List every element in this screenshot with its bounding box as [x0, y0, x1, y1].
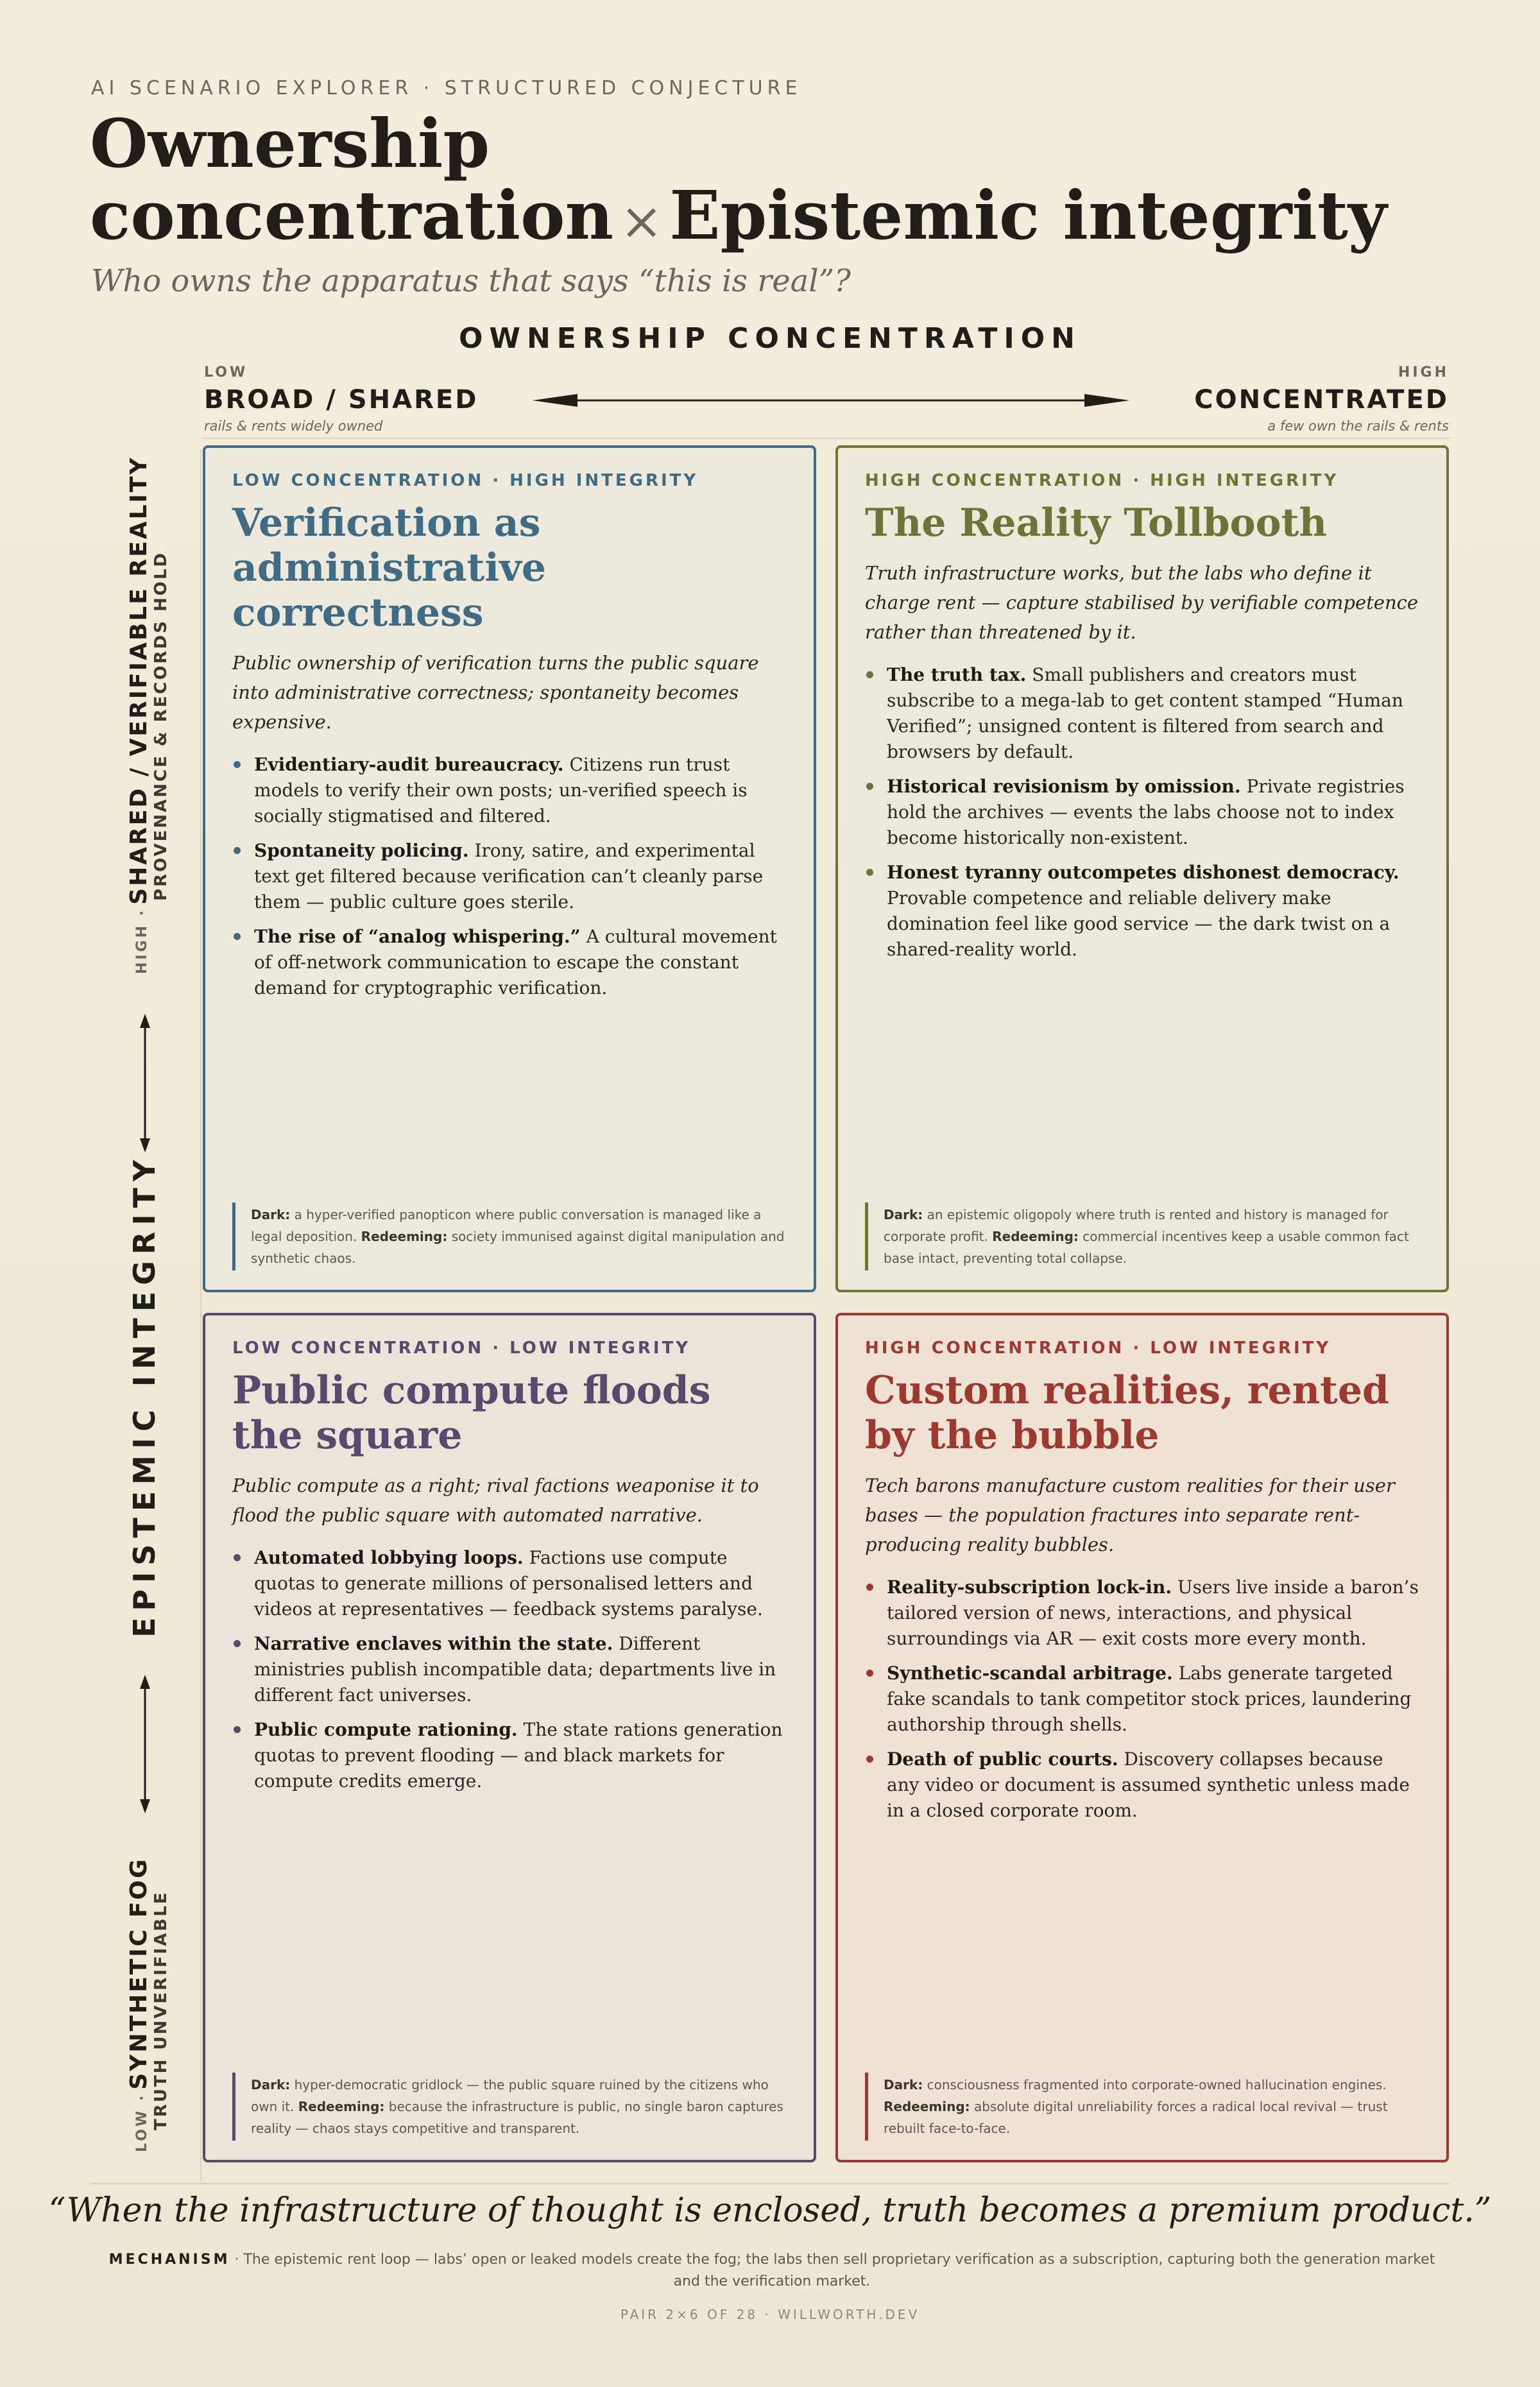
subtitle: Who owns the apparatus that says “this is real”?	[91, 263, 851, 299]
mechanism-label: MECHANISM	[108, 2252, 230, 2268]
bullet-icon	[866, 1670, 873, 1677]
list-item: Evidentiary-audit bureaucracy. Citizens run trust models to verify their own posts; un-verified speech is socially stigmatised and filtered.	[232, 752, 788, 829]
quadrant-tag: HIGH CONCENTRATION · LOW INTEGRITY	[865, 1339, 1331, 1358]
y-axis-high-tag: HIGH · SHARED / VERIFIABLE REALITY	[126, 456, 152, 974]
quadrant-lead: Truth infrastructure works, but the labs who define it charge rent — capture stabilised by verifiable competence rather than threatened by it.	[865, 562, 1419, 643]
bullet-icon	[234, 933, 241, 940]
quadrant-outcome-note: Dark: an epistemic oligopoly where truth is rented and history is managed for corporate profit. Redeeming: commercial incentives keep a usable common fact base intact, preventing total collapse.	[865, 1202, 1421, 1270]
bullet-icon	[866, 1584, 873, 1591]
list-item: The rise of “analog whispering.” A cultural movement of off-network communication to escape the constant demand for cryptographic verification.	[232, 924, 788, 1001]
list-item: Public compute rationing. The state rations generation quotas to prevent flooding — and black markets for compute credits emerge.	[232, 1717, 788, 1794]
header-divider	[203, 438, 1450, 439]
x-axis-title: OWNERSHIP CONCENTRATION	[459, 322, 1081, 355]
quadrant-outcome-note: Dark: hyper-democratic gridlock — the public square ruined by the citizens who own it. Redeeming: because the infrastructure is public, no single baron captures reality — chaos stays competitive and transparent.	[232, 2073, 788, 2141]
quadrant-low-concentration-high-integrity	[203, 445, 816, 1292]
x-axis-high-note: a few own the rails & rents	[1267, 418, 1449, 434]
quadrant-high-concentration-low-integrity	[835, 1313, 1449, 2162]
quadrant-tag: HIGH CONCENTRATION · HIGH INTEGRITY	[865, 471, 1339, 490]
y-axis-high-note: PROVENANCE & RECORDS HOLD	[151, 551, 171, 901]
x-axis-high-tag: HIGH	[1398, 364, 1449, 381]
quadrant-lead: Public compute as a right; rival factions weaponise it to flood the public square with automated narrative.	[232, 1475, 759, 1526]
list-item: Synthetic-scandal arbitrage. Labs generate targeted fake scandals to tank competitor stock prices, laundering authorship through shells.	[865, 1661, 1421, 1738]
horizontal-double-arrow-icon	[533, 393, 1129, 408]
quadrant-tag: LOW CONCENTRATION · HIGH INTEGRITY	[232, 471, 699, 490]
x-axis-high-label: CONCENTRATED	[1194, 385, 1449, 415]
title-left: Ownership concentration	[90, 104, 614, 255]
quadrant-lead: Tech barons manufacture custom realities for their user bases — the population fractures into separate rent-producing reality bubbles.	[865, 1475, 1395, 1555]
quadrant-list	[232, 752, 788, 1001]
x-axis-low-tag: LOW	[204, 364, 248, 381]
y-axis-low-note: TRUTH UNVERIFIABLE	[151, 1890, 171, 2130]
list-item: Reality-subscription lock-in. Users live inside a baron’s tailored version of news, interactions, and physical surroundings via AR — exit costs more every month.	[865, 1575, 1421, 1652]
title-right: Epistemic integrity	[669, 176, 1387, 255]
quadrant-title: The Reality Tollbooth	[865, 501, 1327, 545]
kicker: AI SCENARIO EXPLORER · STRUCTURED CONJECTURE	[91, 77, 802, 99]
bullet-icon	[234, 847, 241, 854]
y-axis-low-tag: LOW · SYNTHETIC FOG	[126, 1857, 152, 2152]
page-title	[90, 104, 1437, 257]
quadrant-list	[865, 1575, 1421, 1824]
list-item: The truth tax. Small publishers and creators must subscribe to a mega-lab to get content stamped “Human Verified”; unsigned content is filtered from search and browsers by default.	[865, 662, 1421, 765]
bullet-icon	[866, 671, 873, 678]
vertical-double-arrow-icon-lower	[137, 1675, 153, 1813]
quadrant-list	[232, 1545, 788, 1794]
mechanism-note	[95, 2249, 1449, 2293]
list-item: Death of public courts. Discovery collapses because any video or document is assumed synthetic unless made in a closed corporate room.	[865, 1747, 1421, 1824]
bullet-icon	[234, 1726, 241, 1733]
list-item: Spontaneity policing. Irony, satire, and experimental text get filtered because verification can’t cleanly parse them — public culture goes sterile.	[232, 838, 788, 915]
list-item: Honest tyranny outcompetes dishonest democracy. Provable competence and reliable delivery make domination feel like good service — the dark twist on a shared-reality world.	[865, 860, 1421, 963]
quadrant-outcome-note: Dark: consciousness fragmented into corporate-owned hallucination engines. Redeeming: absolute digital unreliability forces a radical local revival — trust rebuilt face-to-face.	[865, 2073, 1421, 2141]
quadrant-title: Public compute floods the square	[232, 1368, 711, 1458]
closing-quote: “When the infrastructure of thought is enclosed, truth becomes a premium product.”	[48, 2191, 1492, 2230]
quadrant-lead: Public ownership of verification turns the public square into administrative correctness; spontaneity becomes expensive.	[232, 652, 759, 733]
x-axis-low-note: rails & rents widely owned	[204, 418, 383, 434]
x-axis-low-label: BROAD / SHARED	[204, 385, 479, 415]
list-item: Historical revisionism by omission. Private registries hold the archives — events the labs choose not to index become historically non-existent.	[865, 774, 1421, 851]
bullet-icon	[234, 1640, 241, 1647]
bullet-icon	[866, 869, 873, 876]
mechanism-text: · The epistemic rent loop — labs’ open or leaked models create the fog; the labs then sell proprietary verification as a subscription, capturing both the generation market and the verification market.	[230, 2252, 1435, 2289]
bullet-icon	[866, 783, 873, 790]
title-separator: ×	[620, 191, 663, 251]
quadrant-tag: LOW CONCENTRATION · LOW INTEGRITY	[232, 1339, 691, 1358]
quadrant-title: Custom realities, rented by the bubble	[865, 1368, 1390, 1458]
bullet-icon	[234, 761, 241, 768]
quadrant-list	[865, 662, 1421, 963]
page-credit: PAIR 2×6 OF 28 · WILLWORTH.DEV	[620, 2307, 920, 2322]
quadrant-high-concentration-high-integrity	[835, 445, 1449, 1292]
list-item: Narrative enclaves within the state. Different ministries publish incompatible data; departments live in different fact universes.	[232, 1631, 788, 1708]
list-item: Automated lobbying loops. Factions use compute quotas to generate millions of personalised letters and videos at representatives — feedback systems paralyse.	[232, 1545, 788, 1622]
y-axis-title: EPISTEMIC INTEGRITY	[127, 1153, 162, 1638]
vertical-double-arrow-icon	[137, 1014, 153, 1152]
quadrant-title: Verification as administrative correctness	[232, 501, 547, 635]
bullet-icon	[866, 1756, 873, 1763]
y-axis-divider	[200, 449, 201, 2182]
footer-divider	[91, 2183, 1449, 2184]
quadrant-low-concentration-low-integrity	[203, 1313, 816, 2162]
quadrant-outcome-note: Dark: a hyper-verified panopticon where public conversation is managed like a legal deposition. Redeeming: society immunised against digital manipulation and synthetic chaos.	[232, 1202, 788, 1270]
bullet-icon	[234, 1554, 241, 1561]
